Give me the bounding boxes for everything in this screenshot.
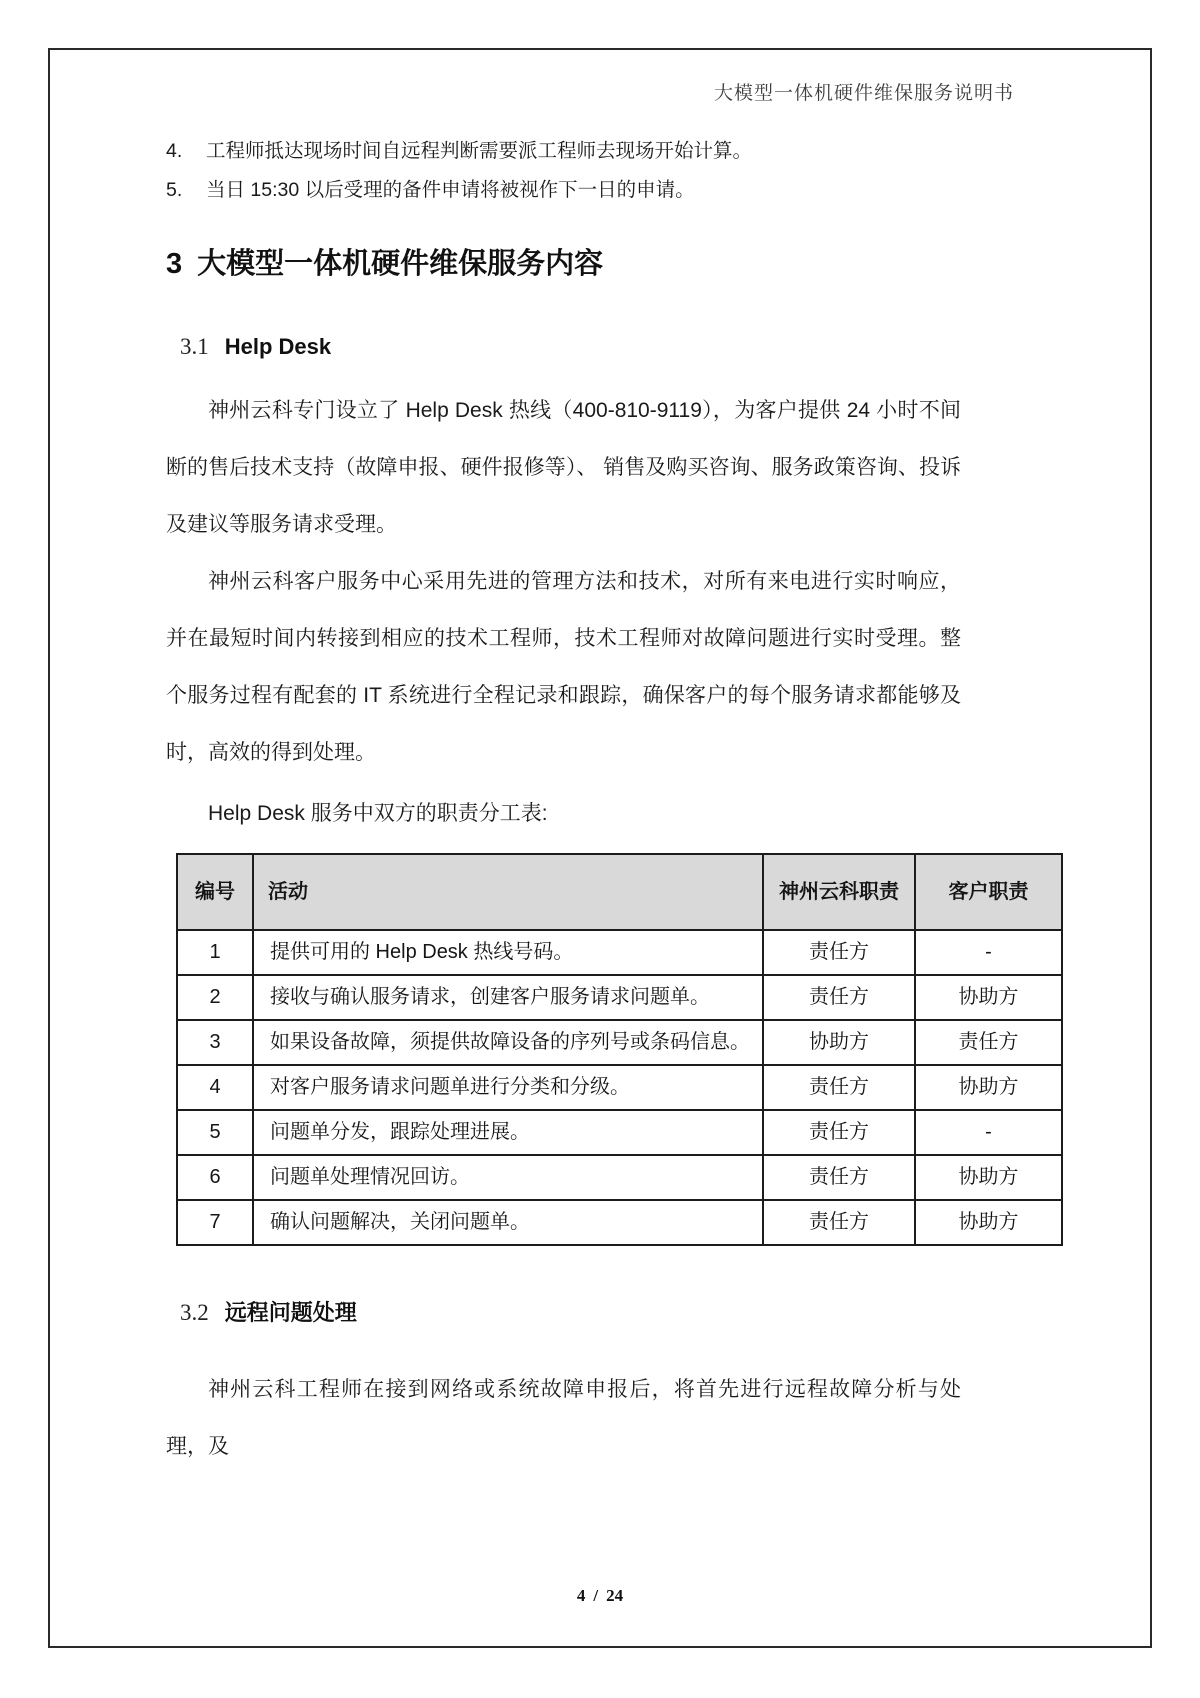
table-row (177, 1155, 1062, 1200)
table-header-cell: 活动 (253, 854, 763, 930)
section-3-title: 大模型一体机硬件维保服务内容 (197, 248, 604, 280)
section-3-2-number: 3.2 (180, 1300, 209, 1325)
page-number-footer (0, 1586, 1200, 1606)
table-cell: 问题单分发，跟踪处理进展。 (253, 1110, 763, 1155)
current-page-number: 4 (576, 1586, 586, 1605)
responsibility-table (176, 853, 1063, 1246)
table-cell: 如果设备故障，须提供故障设备的序列号或条码信息。 (253, 1020, 763, 1065)
table-cell: - (915, 1110, 1062, 1155)
list-item-text: 工程师抵达现场时间自远程判断需要派工程师去现场开始计算。 (206, 140, 753, 162)
paragraph-service-center: 神州云科客户服务中心采用先进的管理方法和技术，对所有来电进行实时响应，并在最短时间内转接到相应的技术工程师，技术工程师对故障问题进行实时受理。整个服务过程有配套的 IT 系统进行全程记录和跟踪，确保客户的每个服务请求都能够及时，高效的得到处理。 (166, 570, 961, 764)
table-cell: 1 (177, 930, 253, 975)
table-cell: 责任方 (763, 930, 915, 975)
section-3-heading (166, 241, 961, 282)
list-item-text: 当日 15:30 以后受理的备件申请将被视作下一日的申请。 (206, 179, 695, 201)
list-item-number: 4. (166, 140, 183, 162)
responsibility-table-head (177, 854, 1062, 930)
running-header-title: 大模型一体机硬件维保服务说明书 (713, 83, 1014, 104)
table-cell: 确认问题解决，关闭问题单。 (253, 1200, 763, 1245)
table-cell: 责任方 (915, 1020, 1062, 1065)
list-item (166, 177, 961, 204)
table-cell: 提供可用的 Help Desk 热线号码。 (253, 930, 763, 975)
section-3-2-heading (180, 1296, 961, 1327)
body-paragraphs (166, 382, 961, 781)
page-number-separator: / (593, 1586, 599, 1605)
table-cell: 协助方 (915, 975, 1062, 1020)
table-row (177, 930, 1062, 975)
table-cell: 协助方 (763, 1020, 915, 1065)
table-cell: 问题单处理情况回访。 (253, 1155, 763, 1200)
list-item (166, 138, 961, 165)
table-cell: 责任方 (763, 1155, 915, 1200)
section-3-2-title: 远程问题处理 (224, 1300, 357, 1325)
table-cell: - (915, 930, 1062, 975)
table-cell: 责任方 (763, 1110, 915, 1155)
section-3-1-title: Help Desk (224, 334, 332, 359)
numbered-list (166, 138, 961, 204)
table-cell: 3 (177, 1020, 253, 1065)
table-cell: 对客户服务请求问题单进行分类和分级。 (253, 1065, 763, 1110)
table-cell: 协助方 (915, 1065, 1062, 1110)
table-cell: 接收与确认服务请求，创建客户服务请求问题单。 (253, 975, 763, 1020)
table-header-cell: 编号 (177, 854, 253, 930)
table-cell: 协助方 (915, 1155, 1062, 1200)
table-cell: 6 (177, 1155, 253, 1200)
table-cell: 5 (177, 1110, 253, 1155)
table-row (177, 1200, 1062, 1245)
table-cell: 责任方 (763, 1065, 915, 1110)
section-3-1-heading (180, 334, 961, 360)
table-cell: 责任方 (763, 1200, 915, 1245)
table-cell: 责任方 (763, 975, 915, 1020)
paragraph-helpdesk-hotline: 神州云科专门设立了 Help Desk 热线（400-810-9119），为客户提供 24 小时不间断的售后技术支持（故障申报、硬件报修等）、 销售及购买咨询、服务政策咨询、投诉及建议等服务请求受理。 (166, 399, 961, 536)
page-content (166, 138, 1029, 1475)
table-header-cell: 客户职责 (915, 854, 1062, 930)
table-row (177, 975, 1062, 1020)
table-header-cell: 神州云科职责 (763, 854, 915, 930)
section-3-1-number: 3.1 (180, 334, 209, 359)
list-item-number: 5. (166, 179, 183, 201)
total-page-count: 24 (606, 1586, 624, 1605)
table-header-row (177, 854, 1062, 930)
responsibility-table-body (177, 930, 1062, 1245)
table-intro-line: Help Desk 服务中双方的职责分工表: (208, 802, 548, 825)
table-cell: 4 (177, 1065, 253, 1110)
remote-handling-paragraph-block (166, 1361, 961, 1475)
table-row (177, 1110, 1062, 1155)
section-3-number: 3 (166, 248, 183, 280)
table-cell: 7 (177, 1200, 253, 1245)
table-cell: 2 (177, 975, 253, 1020)
table-cell: 协助方 (915, 1200, 1062, 1245)
table-row (177, 1065, 1062, 1110)
table-row (177, 1020, 1062, 1065)
paragraph-remote-handling: 神州云科工程师在接到网络或系统故障申报后，将首先进行远程故障分析与处理，及 (166, 1378, 961, 1458)
